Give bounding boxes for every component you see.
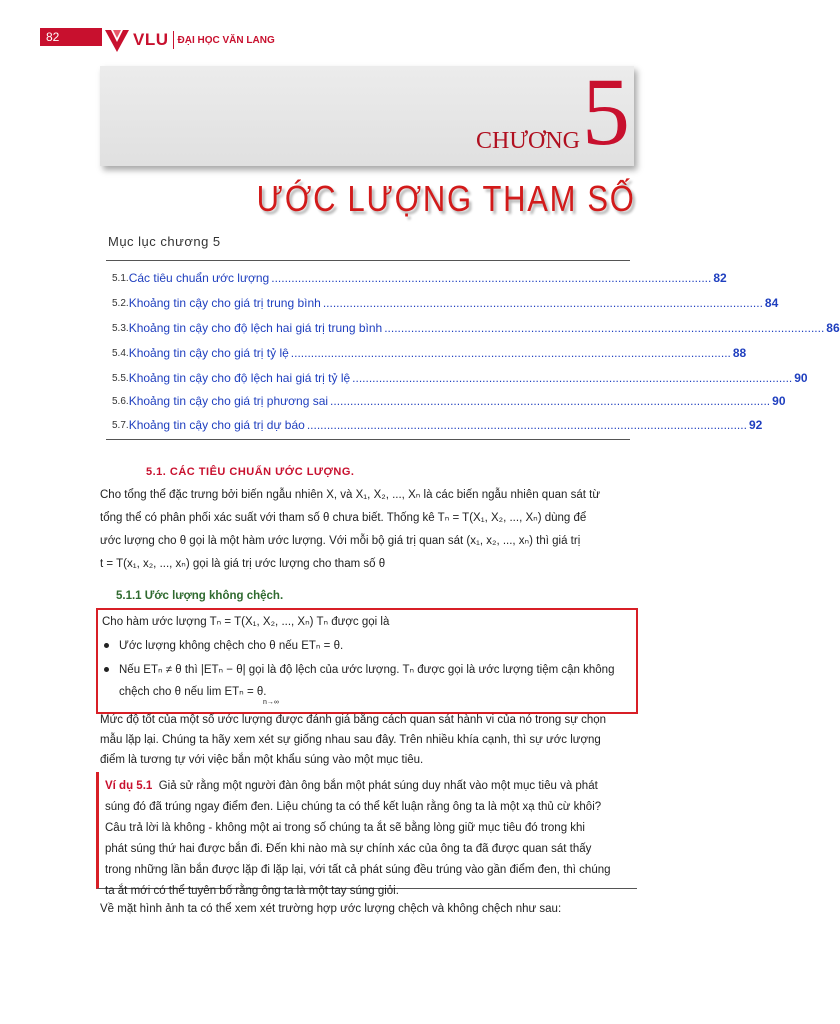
toc-leader: .................................................................................................................................... bbox=[352, 371, 793, 385]
toc-item-page: 88 bbox=[732, 346, 747, 360]
body-paragraph bbox=[100, 710, 636, 770]
toc-item-page: 90 bbox=[772, 394, 786, 408]
toc-item-title: Khoảng tin cậy cho giá trị dự báo bbox=[128, 418, 305, 432]
definition-intro: Cho hàm ước lượng Tₙ = T(X₁, X₂, ..., Xₙ) Tₙ được gọi là bbox=[102, 616, 390, 628]
definition-bullet-text: Nếu ETₙ ≠ θ thì |ETₙ − θ| gọi là độ lệch của ước lượng. Tₙ được gọi là ước lượng tiệm cận không bbox=[119, 664, 615, 676]
toc-item-page: 90 bbox=[794, 371, 808, 385]
toc-item-title: Khoảng tin cậy cho giá trị phương sai bbox=[128, 394, 329, 408]
example-line bbox=[105, 776, 633, 797]
definition-box bbox=[96, 608, 638, 714]
university-logo bbox=[104, 26, 275, 54]
toc-item-page: 86 bbox=[826, 321, 840, 335]
page-number: 82 bbox=[40, 28, 102, 46]
intro-line: tổng thể có phân phối xác suất với tham số θ chưa biết. Thống kê Tₙ = T(X₁, X₂, ..., Xₙ) dùng để bbox=[100, 512, 587, 524]
example-box bbox=[96, 772, 637, 897]
toc-item-number: 5.2. bbox=[112, 297, 129, 309]
closing-paragraph: Về mặt hình ảnh ta có thể xem xét trường hợp ước lượng chệch và không chệch như sau: bbox=[100, 903, 562, 915]
definition-bullet-text: Ước lượng không chệch cho θ nếu ETₙ = θ. bbox=[119, 640, 344, 652]
toc-item-page: 82 bbox=[713, 271, 727, 285]
toc-heading: Mục lục chương 5 bbox=[108, 234, 221, 249]
toc-item-title: Khoảng tin cậy cho giá trị tỷ lệ bbox=[128, 346, 289, 360]
example-line: Câu trả lời là không - không một ai trong số chúng ta ắt sẽ bằng lòng giữ mục tiêu đó trong khi bbox=[105, 822, 585, 834]
example-line: trong những lần bắn được lặp đi lặp lại, với tất cả phát súng đều trúng vào gần điểm đen, thì chúng bbox=[105, 864, 611, 876]
toc-leader: .................................................................................................................................... bbox=[322, 296, 763, 310]
example-label: Ví dụ 5.1 bbox=[105, 780, 153, 792]
bullet-icon bbox=[104, 667, 109, 672]
intro-paragraph bbox=[100, 484, 636, 576]
toc-item-number: 5.6. bbox=[112, 395, 129, 407]
example-line-text: Giả sử rằng một người đàn ông bắn một phát súng duy nhất vào một mục tiêu và phát bbox=[158, 780, 598, 792]
chapter-banner bbox=[100, 58, 634, 166]
toc-item[interactable] bbox=[112, 292, 779, 314]
toc-leader: .................................................................................................................................... bbox=[384, 321, 825, 335]
logo-text: VLU bbox=[133, 30, 169, 49]
bullet-icon bbox=[104, 643, 109, 648]
subsection-heading: 5.1.1 Ước lượng không chệch. bbox=[116, 590, 284, 602]
logo-divider bbox=[173, 31, 174, 49]
intro-line: ước lượng cho θ gọi là một hàm ước lượng. Với mỗi bộ giá trị quan sát (x₁, x₂, ..., xₙ) thì giá trị bbox=[100, 535, 581, 547]
toc-item-number: 5.4. bbox=[112, 347, 129, 359]
toc-item-title: Khoảng tin cậy cho giá trị trung bình bbox=[128, 296, 321, 310]
toc-item-number: 5.7. bbox=[112, 419, 129, 431]
definition-bullet-continuation: chệch cho θ nếu lim ETₙ = θ. bbox=[119, 686, 267, 698]
body-line: điểm là tương tự với việc bắn một khẩu súng vào một mục tiêu. bbox=[100, 754, 424, 766]
toc-leader: .................................................................................................................................... bbox=[306, 418, 747, 432]
toc-item-page: 84 bbox=[764, 296, 779, 310]
table-of-contents bbox=[106, 260, 840, 440]
intro-line: t = T(x₁, x₂, ..., xₙ) gọi là giá trị ước lượng cho tham số θ bbox=[100, 558, 386, 570]
vlu-logo-icon bbox=[104, 26, 130, 54]
toc-item-title: Khoảng tin cậy cho độ lệch hai giá trị tỷ lệ bbox=[128, 371, 351, 385]
body-line: mẫu lặp lại. Chúng ta hãy xem xét sự giống nhau sau đây. Trên nhiều khía cạnh, thì sự ước lượng bbox=[100, 734, 601, 746]
example-line: phát súng thứ hai được bắn đi. Đến khi nào mà sự chính xác của ông ta đã được quan sát thấy bbox=[105, 843, 592, 855]
definition-bullet bbox=[104, 662, 614, 676]
toc-leader: .................................................................................................................................... bbox=[330, 394, 771, 408]
intro-line: Cho tổng thể đặc trưng bởi biến ngẫu nhiên X, và X₁, X₂, ..., Xₙ là các biến ngẫu nhiên quan sát từ bbox=[100, 489, 601, 501]
example-line: súng đó đã trúng ngay điểm đen. Liệu chúng ta có thể kết luận rằng ông ta là một xạ thủ cừ khôi? bbox=[105, 801, 602, 813]
toc-item-number: 5.3. bbox=[112, 322, 129, 334]
toc-item[interactable] bbox=[112, 317, 840, 339]
body-line: Mức độ tốt của một số ước lượng được đánh giá bằng cách quan sát hành vi của nó trong sự chọn bbox=[100, 714, 607, 726]
chapter-number: 5 bbox=[582, 58, 630, 165]
toc-item-number: 5.1. bbox=[112, 272, 129, 284]
toc-item-page: 92 bbox=[748, 418, 763, 432]
definition-bullet bbox=[104, 638, 343, 652]
section-heading: 5.1. CÁC TIÊU CHUẨN ƯỚC LƯỢNG. bbox=[146, 466, 355, 478]
chapter-label: CHƯƠNG bbox=[476, 128, 580, 154]
example-line: ta ắt mới có thể tuyên bố rằng ông ta là một tay súng giỏi. bbox=[105, 885, 399, 897]
logo-subtitle: ĐẠI HỌC VĂN LANG bbox=[177, 34, 275, 46]
toc-item[interactable] bbox=[112, 267, 727, 289]
toc-leader: .................................................................................................................................... bbox=[290, 346, 731, 360]
toc-item[interactable] bbox=[112, 342, 747, 364]
toc-item-number: 5.5. bbox=[112, 372, 129, 384]
toc-leader: .................................................................................................................................... bbox=[271, 271, 712, 285]
toc-item-title: Các tiêu chuẩn ước lượng bbox=[128, 271, 270, 285]
toc-item[interactable] bbox=[112, 367, 808, 389]
limit-subscript: n→∞ bbox=[263, 699, 279, 706]
chapter-title: ƯỚC LƯỢNG THAM SỐ bbox=[257, 178, 636, 219]
toc-item[interactable] bbox=[112, 390, 786, 412]
toc-item-title: Khoảng tin cậy cho độ lệch hai giá trị trung bình bbox=[128, 321, 383, 335]
toc-item[interactable] bbox=[112, 414, 763, 436]
example-text bbox=[105, 776, 633, 902]
